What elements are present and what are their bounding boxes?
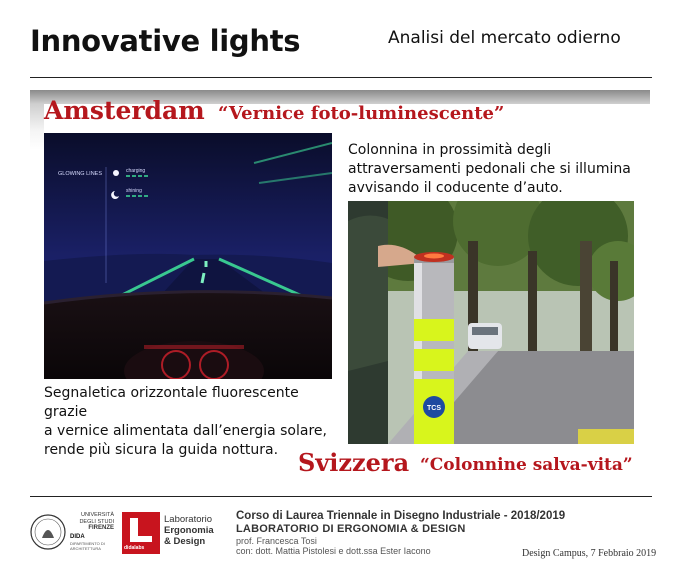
amsterdam-description-line: a vernice alimentata dall’energia solare, [44,423,327,439]
university-logo [30,510,114,556]
footer-date: Design Campus, 7 Febbraio 2019 [522,548,657,559]
glowing-lines-label: GLOWING LINES [58,171,103,177]
charging-label: charging [126,168,146,174]
svizzera-bollard-photo [348,201,634,444]
lab-name: LABORATORIO DI ERGONOMIA & DESIGN [236,523,466,535]
lab-logo-line: Laboratorio [164,514,213,525]
amsterdam-quote: “Vernice foto-luminescente” [218,103,505,124]
university-name-line: FIRENZE [88,525,114,531]
lab-logo-line: & Design [164,536,206,547]
amsterdam-heading: Amsterdam [44,96,205,125]
footer-divider [30,496,652,497]
university-name-line: DEGLI STUDI [79,518,114,525]
professor-name: prof. Francesca Tosi [236,536,317,546]
svizzera-heading: Svizzera [298,448,410,477]
svizzera-description [348,141,648,198]
page-subtitle: Analisi del mercato odierno [388,28,621,48]
svg-text:TCS: TCS [427,405,441,412]
sun-icon [113,170,119,176]
svizzera-description-line: Colonnina in prossimità degli [348,142,552,158]
amsterdam-description-line: Segnaletica orizzontale fluorescente grazie [44,385,299,420]
svizzera-quote: “Colonnine salva-vita” [420,455,633,475]
dept-name: DIDA [70,534,85,540]
shining-label: shining [126,188,142,194]
page-title: Innovative lights [30,24,301,58]
header-divider [30,77,652,78]
dept-sub-line: DIPARTIMENTO DI [70,541,105,546]
amsterdam-description-line: rende più sicura la guida nottura. [44,442,279,458]
dept-sub-line: ARCHITETTURA [70,546,101,551]
course-title: Corso di Laurea Triennale in Disegno Industriale - 2018/2019 [236,510,566,522]
lab-logo [122,512,226,556]
university-seal-icon [30,512,66,552]
svizzera-description-line: attraversamenti pedonali che si illumina [348,161,631,177]
university-name-line: UNIVERSITÀ [80,512,114,518]
svizzera-description-line: avvisando il coducente d’auto. [348,180,563,196]
lab-logo-line: Ergonomia [164,525,214,536]
lab-logo-tag: didalabs [124,545,145,551]
assistants-names: con: dott. Mattia Pistolesi e dott.ssa Ester Iacono [236,546,431,556]
amsterdam-glowing-road-photo [44,133,332,379]
